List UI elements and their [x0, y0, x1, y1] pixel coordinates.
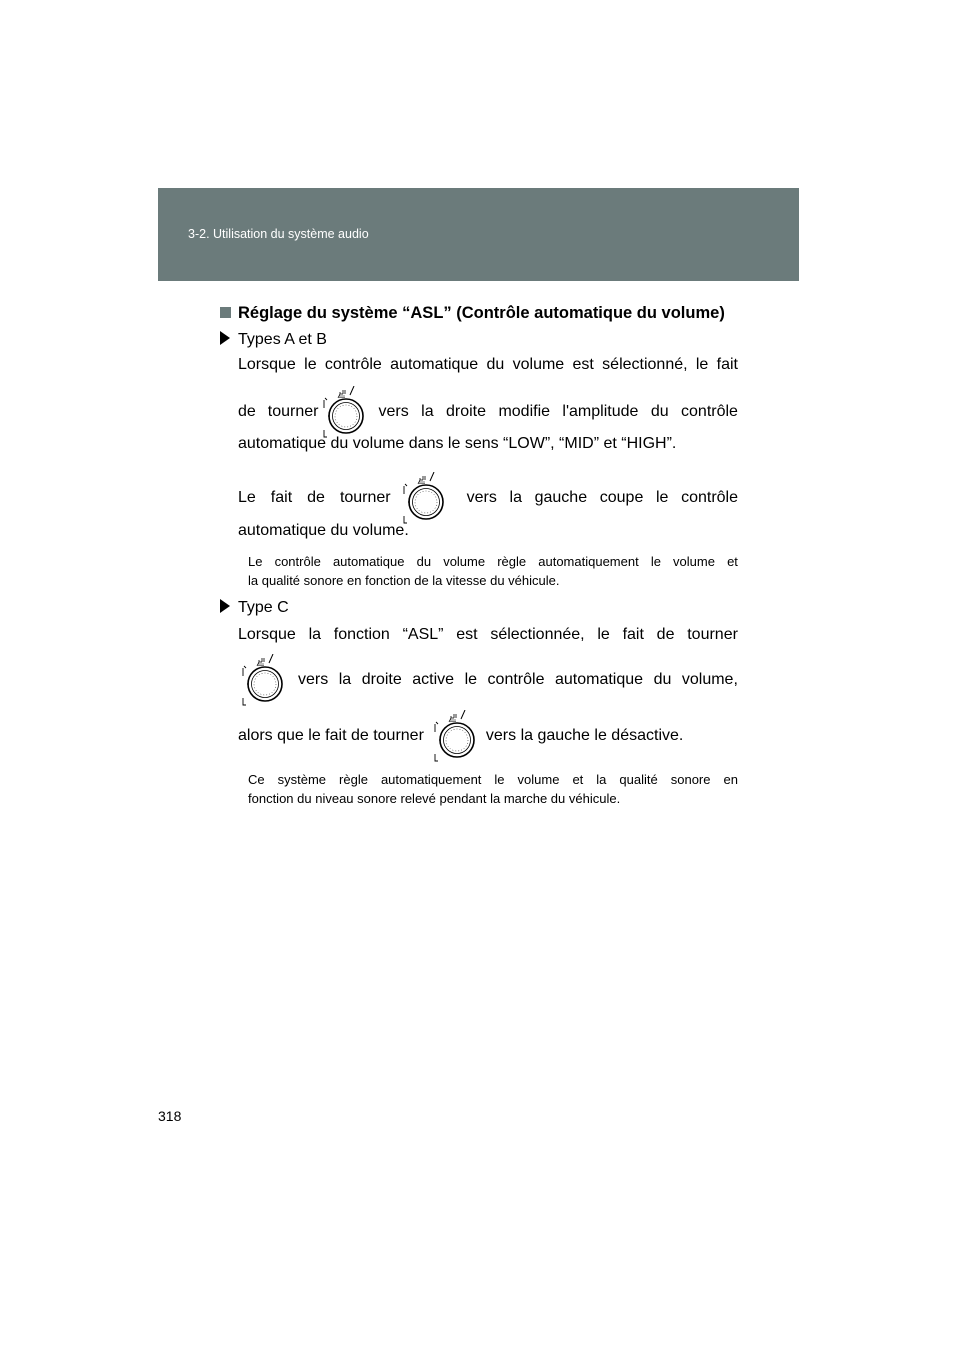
word: fait	[716, 356, 738, 373]
word: volume	[517, 772, 560, 787]
word: la	[509, 489, 522, 506]
word: règle	[339, 772, 368, 787]
word: volume,	[681, 671, 738, 688]
type-ab-p2-line1-post	[467, 489, 738, 507]
type-ab-p1-line2-pre	[238, 403, 319, 421]
type-c-note-line2: fonction du niveau sonore relevé pendant la marche du véhicule.	[248, 791, 621, 806]
type-c-label	[220, 599, 289, 617]
type-c-p1-line2	[238, 654, 738, 706]
word: du	[650, 403, 669, 420]
type-c-p1-line3-pre: alors que le fait de tourner	[238, 727, 424, 744]
type-ab-p1-line2-post	[379, 403, 739, 421]
word: droite	[361, 671, 402, 688]
word: vers	[378, 403, 409, 420]
type-ab-label-text: Types A et B	[238, 331, 327, 348]
word: Lorsque	[238, 356, 296, 373]
section-heading-text: Réglage du système “ASL” (Contrôle automatique du volume)	[238, 304, 725, 322]
word: Ce	[248, 772, 265, 787]
word: vers	[466, 489, 497, 506]
word: automatique	[332, 554, 405, 569]
page-header	[158, 188, 799, 281]
type-ab-note-line2: la qualité sonore en fonction de la vitesse du véhicule.	[248, 573, 560, 588]
word: contrôle	[681, 489, 738, 506]
triangle-arrow-icon	[220, 331, 230, 345]
word: contrôle	[324, 356, 382, 373]
tune-knob-icon	[430, 710, 480, 762]
word: la	[421, 403, 434, 420]
word: Le	[248, 554, 263, 569]
word: volume	[512, 356, 565, 373]
word: la	[338, 671, 352, 688]
word: et	[727, 554, 738, 569]
word: le	[655, 489, 669, 506]
word: active	[412, 671, 455, 688]
word: est	[572, 356, 594, 373]
word: fait	[270, 489, 293, 506]
word: règle	[497, 554, 527, 569]
type-ab-p1-line1	[238, 356, 738, 374]
type-ab-note-line1	[248, 554, 738, 569]
word: modifie	[498, 403, 551, 420]
word: volume	[443, 554, 486, 569]
word: de	[238, 403, 256, 420]
word: du	[486, 356, 505, 373]
type-ab-p1-line3: automatique du volume dans le sens “LOW”, “MID” et “HIGH”.	[238, 435, 677, 452]
word: sonore	[670, 772, 711, 787]
word: automatique	[554, 671, 644, 688]
type-ab-label	[220, 331, 327, 349]
type-ab-p2-line1-pre	[238, 489, 391, 507]
word: sélectionné,	[602, 356, 688, 373]
word: volume	[673, 554, 715, 569]
type-c-p1-line3	[238, 710, 738, 762]
word: sélectionnée,	[490, 626, 585, 643]
word: tourner	[267, 403, 319, 420]
tune-knob-icon	[238, 654, 288, 706]
type-c-p1-line2-post	[298, 671, 738, 689]
tune-knob-icon	[399, 472, 449, 524]
page-number: 318	[158, 1108, 182, 1124]
type-ab-p1-line2	[238, 386, 738, 438]
word: le	[650, 554, 661, 569]
word: du	[416, 554, 432, 569]
word: coupe	[599, 489, 644, 506]
word: en	[723, 772, 738, 787]
type-c-label-text: Type C	[238, 599, 289, 616]
type-c-note-line1	[248, 772, 738, 787]
word: est	[456, 626, 478, 643]
word: automatiquement	[538, 554, 639, 569]
word: et	[572, 772, 584, 787]
word: fait	[622, 626, 644, 643]
word: le	[494, 772, 505, 787]
word: contrôle	[487, 671, 545, 688]
word: “ASL”	[402, 626, 444, 643]
type-c-p1-line1	[238, 626, 738, 644]
word: qualité	[619, 772, 658, 787]
word: tourner	[687, 626, 738, 643]
word: fonction	[333, 626, 390, 643]
word: la	[308, 626, 322, 643]
word: automatiquement	[380, 772, 482, 787]
word: de	[307, 489, 325, 506]
type-c-p1-line3-post: vers la gauche le désactive.	[485, 727, 684, 744]
word: contrôle	[274, 554, 321, 569]
word: le	[597, 626, 610, 643]
triangle-arrow-icon	[220, 599, 230, 613]
word: droite	[446, 403, 487, 420]
word: vers	[298, 671, 329, 688]
word: Le	[238, 489, 256, 506]
square-bullet-icon	[220, 307, 231, 318]
word: Lorsque	[238, 626, 296, 643]
word: tourner	[339, 489, 391, 506]
word: du	[653, 671, 672, 688]
tune-knob-icon	[319, 386, 369, 438]
section-heading	[220, 304, 725, 323]
word: le	[304, 356, 317, 373]
word: de	[656, 626, 675, 643]
word: la	[596, 772, 607, 787]
word: automatique	[390, 356, 479, 373]
word: système	[277, 772, 327, 787]
word: contrôle	[681, 403, 738, 420]
word: le	[464, 671, 478, 688]
word: gauche	[534, 489, 588, 506]
section-breadcrumb: 3-2. Utilisation du système audio	[188, 227, 369, 241]
word: l'amplitude	[562, 403, 639, 420]
type-ab-p2-line2: automatique du volume.	[238, 522, 409, 539]
word: le	[695, 356, 709, 373]
type-ab-p2-line1	[238, 472, 738, 524]
